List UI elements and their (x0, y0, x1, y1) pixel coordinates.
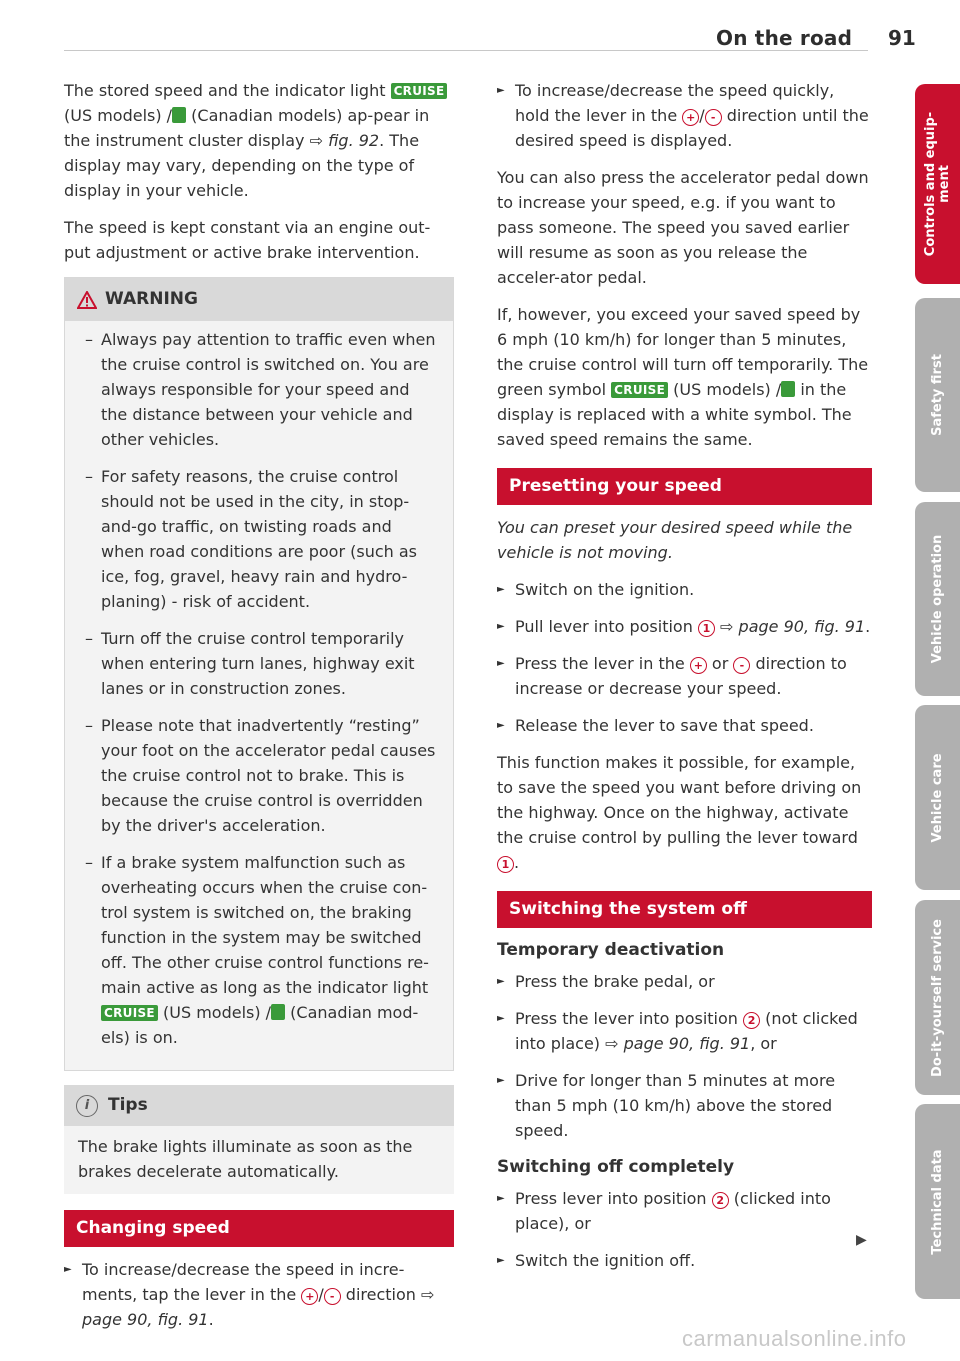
left-column (64, 78, 454, 1344)
step-item: ► Press the lever into position 2 (not clicked into place) ⇨ page 90, fig. 91, or (497, 1006, 872, 1056)
intro-paragraph-2: The speed is kept constant via an engine out-put adjustment or active brake intervention. (64, 218, 431, 262)
warning-item: – Turn off the cruise control temporarily when entering turn lanes, highway exit lanes or in construction zones. (79, 626, 439, 701)
warning-item: – For safety reasons, the cruise control should not be used in the city, in stop-and-go traffic, on twisting roads and when road conditions are poor (such as ice, fog, gravel, heavy rain and hydro-planing) - risk of accident. (79, 464, 439, 614)
tips-title: Tips (108, 1095, 148, 1115)
tips-header (64, 1085, 454, 1126)
tab-controls-and-equipment[interactable]: Controls and equip-ment (915, 84, 960, 284)
step-item: ► Press the brake pedal, or (497, 969, 872, 994)
cruise-canada-indicator-icon (172, 107, 186, 123)
position-2-icon: 2 (743, 1012, 760, 1029)
cruise-canada-indicator-icon (781, 381, 795, 397)
section-heading-changing-speed: Changing speed (64, 1210, 454, 1247)
tips-text: The brake lights illuminate as soon as the brakes decelerate automatically. (78, 1137, 413, 1181)
tab-safety-first[interactable]: Safety first (915, 298, 960, 492)
minus-symbol-icon: - (705, 109, 722, 126)
step-item: ► Pull lever into position 1 ⇨ page 90, fig. 91. (497, 614, 872, 639)
figure-link[interactable]: ⇨ fig. 92 (309, 131, 380, 150)
plus-symbol-icon: + (301, 1288, 318, 1305)
step-item: ► Release the lever to save that speed. (497, 713, 872, 738)
tab-vehicle-operation[interactable]: Vehicle operation (915, 502, 960, 696)
step-item: ► Press lever into position 2 (clicked into place), or (497, 1186, 872, 1236)
plus-symbol-icon: + (682, 109, 699, 126)
paragraph: You can also press the accelerator pedal down to increase your speed, e.g. if you want to pass someone. The speed you saved earlier will resume as soon as you release the acceler-ator pedal. (497, 168, 869, 287)
tips-box (64, 1085, 454, 1194)
running-header-title: On the road (716, 26, 853, 50)
section-heading-switching-off: Switching the system off (497, 891, 872, 928)
right-column (497, 78, 872, 1285)
warning-header (65, 278, 453, 321)
warning-triangle-icon (77, 291, 97, 309)
position-1-icon: 1 (497, 856, 514, 873)
step-item: ► Switch on the ignition. (497, 577, 872, 602)
intro-paragraph-1: The stored speed and the indicator light CRUISE (US models) / (Canadian models) ap-pear in the instrument cluster display ⇨ fig. 92. The display may vary, depending on the type of display in your vehicle. (64, 78, 454, 203)
tab-vehicle-care[interactable]: Vehicle care (915, 705, 960, 890)
plus-symbol-icon: + (690, 657, 707, 674)
position-1-icon: 1 (698, 620, 715, 637)
warning-item: – Always pay attention to traffic even when the cruise control is switched on. You are always responsible for your speed and the distance between your vehicle and other vehicles. (79, 327, 439, 452)
step-item: ► To increase/decrease the speed quickly, hold the lever in the + / - direction until the desired speed is displayed. (497, 78, 872, 153)
section-intro: You can preset your desired speed while the vehicle is not moving. (497, 518, 853, 562)
step-item: ► Drive for longer than 5 minutes at more than 5 mph (10 km/h) above the stored speed. (497, 1068, 872, 1143)
cruise-canada-indicator-icon (271, 1004, 285, 1020)
cruise-indicator-icon: CRUISE (611, 382, 668, 398)
warning-item: – If a brake system malfunction such as overheating occurs when the cruise con-trol system is switched on, the braking function in the system may be switched off. The other cruise control functions re-main active as long as the indicator light CRUISE (US models) / (Canadian mod-els) is on. (79, 850, 439, 1050)
continue-arrow-icon: ▶ (856, 1232, 867, 1248)
paragraph: If, however, you exceed your saved speed by 6 mph (10 km/h) for longer than 5 minutes, the cruise control will turn off temporarily. The green symbol CRUISE (US models) / in the display is replaced with a white symbol. The saved speed remains the same. (497, 305, 869, 449)
watermark: carmanualsonline.info (682, 1326, 907, 1351)
page-link[interactable]: ⇨ page 90, fig. 91 (82, 1285, 435, 1329)
warning-box (64, 277, 454, 1071)
warning-body (65, 321, 453, 1070)
page-link[interactable]: ⇨ page 90, fig. 91 (720, 617, 866, 636)
page-number: 91 (888, 26, 916, 50)
page-link[interactable]: ⇨ page 90, fig. 91 (605, 1034, 751, 1053)
tab-do-it-yourself-service[interactable]: Do-it-yourself service (915, 900, 960, 1095)
section-heading-presetting: Presetting your speed (497, 468, 872, 505)
position-2-icon: 2 (712, 1192, 729, 1209)
step-item: ► Switch the ignition off. (497, 1248, 872, 1273)
warning-title: WARNING (105, 289, 198, 309)
minus-symbol-icon: - (733, 657, 750, 674)
minus-symbol-icon: - (324, 1288, 341, 1305)
header-divider (64, 50, 868, 51)
step-item: ► To increase/decrease the speed in incre-ments, tap the lever in the + / - direction ⇨ page 90, fig. 91. (64, 1257, 454, 1332)
cruise-indicator-icon: CRUISE (391, 83, 448, 99)
subheading-temporary: Temporary deactivation (497, 940, 725, 960)
step-item: ► Press the lever in the + or - direction to increase or decrease your speed. (497, 651, 872, 701)
tab-technical-data[interactable]: Technical data (915, 1104, 960, 1299)
paragraph: This function makes it possible, for example, to save the speed you want before driving on the highway. Once on the highway, activate the cruise control by pulling the lever toward 1 . (497, 753, 862, 872)
cruise-indicator-icon: CRUISE (101, 1005, 158, 1021)
warning-item: – Please note that inadvertently “resting” your foot on the accelerator pedal causes the cruise control not to brake. This is because the cruise control is overridden by the driver's acceleration. (79, 713, 439, 838)
subheading-completely: Switching off completely (497, 1157, 735, 1177)
info-icon: i (76, 1095, 98, 1117)
